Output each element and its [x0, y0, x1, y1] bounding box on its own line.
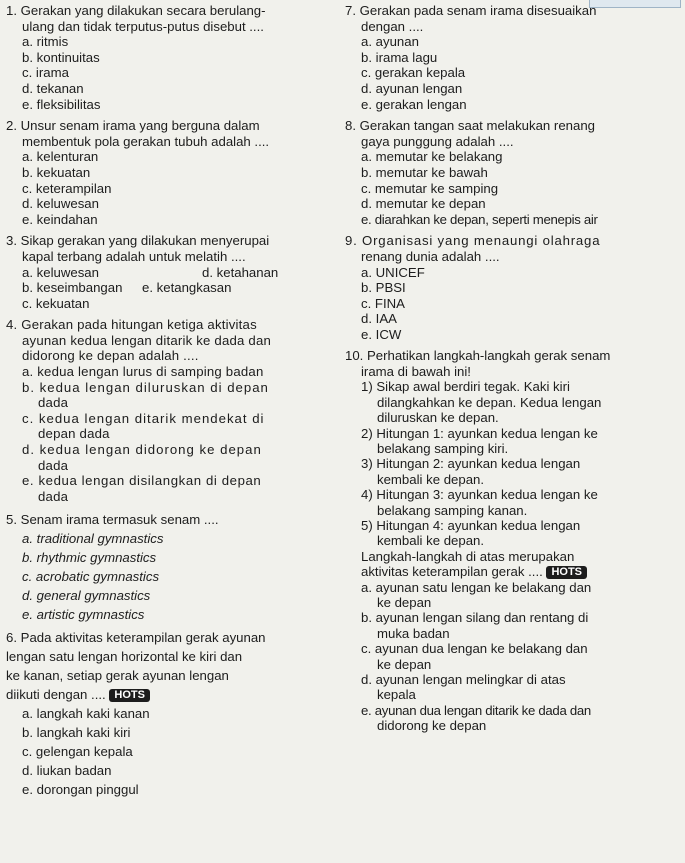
question-stem: dengan ....: [361, 18, 424, 34]
option[interactable]: d. ayunan lengan melingkar di atas: [361, 672, 566, 687]
step: 5) Hitungan 4: ayunkan kedua lengan: [361, 517, 581, 533]
question-6: [6, 628, 341, 799]
option[interactable]: c. FINA: [361, 295, 405, 311]
option[interactable]: a. ayunan satu lengan ke belakang dan: [361, 579, 592, 595]
option[interactable]: c. acrobatic gymnastics: [22, 569, 160, 585]
question-stem: 6. Pada aktivitas keterampilan gerak ayunan: [6, 630, 266, 646]
question-stem: ulang dan tidak terputus-putus disebut ....: [22, 18, 264, 34]
option[interactable]: a. kelenturan: [22, 149, 99, 165]
option[interactable]: d. liukan badan: [22, 763, 112, 779]
question-stem: 10. Perhatikan langkah-langkah gerak senam: [345, 348, 611, 364]
question-stem: 1. Gerakan yang dilakukan secara berulang-: [6, 3, 266, 18]
step: diluruskan ke depan.: [377, 410, 499, 426]
option[interactable]: d. tekanan: [22, 80, 84, 96]
option[interactable]: d. ketahanan: [202, 264, 279, 280]
option-continued: kepala: [377, 687, 416, 703]
option[interactable]: e. fleksibilitas: [22, 96, 101, 112]
option[interactable]: d. IAA: [361, 311, 397, 327]
option[interactable]: b. PBSI: [361, 280, 406, 296]
question-stem: kapal terbang adalah untuk melatih ....: [22, 248, 246, 264]
option[interactable]: d. general gymnastics: [22, 588, 151, 604]
question-2: [6, 118, 341, 227]
option[interactable]: d. memutar ke depan: [361, 196, 486, 212]
option[interactable]: b. langkah kaki kiri: [22, 725, 131, 741]
question-stem: 4. Gerakan pada hitungan ketiga aktivitas: [6, 317, 257, 333]
question-stem: ke kanan, setiap gerak ayunan lengan: [6, 668, 229, 684]
step: kembali ke depan.: [377, 533, 485, 549]
option-continued: dada: [38, 488, 69, 504]
step: belakang samping kanan.: [377, 502, 528, 518]
option[interactable]: a. UNICEF: [361, 264, 425, 280]
step: belakang samping kiri.: [377, 440, 509, 456]
question-stem: gaya punggung adalah ....: [361, 133, 514, 149]
option[interactable]: e. ketangkasan: [142, 280, 232, 296]
conclusion-last: [345, 564, 681, 579]
question-stem-last: [6, 685, 341, 704]
option[interactable]: e. diarahkan ke depan, seperti menepis air: [361, 211, 598, 227]
option[interactable]: c. keterampilan: [22, 180, 112, 196]
option[interactable]: e. gerakan lengan: [361, 96, 467, 112]
option[interactable]: c. irama: [22, 65, 69, 81]
step: kembali ke depan.: [377, 471, 485, 487]
option-continued: ke depan: [377, 594, 432, 610]
left-column: [6, 3, 341, 799]
right-column: [345, 3, 681, 734]
option[interactable]: b. keseimbangan: [22, 280, 123, 296]
option[interactable]: e. dorongan pinggul: [22, 782, 139, 798]
option[interactable]: b. kekuatan: [22, 164, 91, 180]
question-stem: 9. Organisasi yang menaungi olahraga: [345, 233, 601, 249]
option[interactable]: e. ayunan dua lengan ditarik ke dada dan: [361, 702, 591, 718]
hots-badge: HOTS: [109, 689, 150, 702]
option-continued: depan dada: [38, 426, 110, 442]
question-stem: irama di bawah ini!: [361, 363, 471, 379]
question-stem: 7. Gerakan pada senam irama disesuaikan: [345, 3, 597, 18]
question-stem: renang dunia adalah ....: [361, 248, 500, 264]
conclusion: Langkah-langkah di atas merupakan: [361, 548, 575, 564]
option[interactable]: a. memutar ke belakang: [361, 149, 503, 165]
option[interactable]: b. ayunan lengan silang dan rentang di: [361, 610, 589, 626]
question-stem: 3. Sikap gerakan yang dilakukan menyerupai: [6, 233, 270, 249]
question-stem: diikuti dengan ....: [6, 687, 106, 703]
question-stem: lengan satu lengan horizontal ke kiri dan: [6, 649, 243, 665]
hots-badge: HOTS: [546, 566, 587, 579]
option-continued: dada: [38, 395, 69, 411]
question-stem: membentuk pola gerakan tubuh adalah ....: [22, 133, 270, 149]
question-stem: 2. Unsur senam irama yang berguna dalam: [6, 118, 260, 134]
question-stem: ayunan kedua lengan ditarik ke dada dan: [22, 332, 272, 348]
step: 3) Hitungan 2: ayunkan kedua lengan: [361, 456, 581, 472]
question-3: [6, 233, 341, 311]
question-7: [345, 3, 681, 112]
option[interactable]: e. keindahan: [22, 211, 98, 227]
option[interactable]: a. ayunan: [361, 34, 419, 50]
question-4: [6, 317, 341, 504]
option[interactable]: c. memutar ke samping: [361, 180, 499, 196]
question-stem: didorong ke depan adalah ....: [22, 348, 199, 364]
step: 2) Hitungan 1: ayunkan kedua lengan ke: [361, 425, 598, 441]
option[interactable]: d. kedua lengan didorong ke depan: [22, 442, 262, 458]
question-9: [345, 233, 681, 342]
option-continued: dada: [38, 457, 69, 473]
option[interactable]: a. traditional gymnastics: [22, 531, 164, 547]
option[interactable]: d. keluwesan: [22, 196, 99, 212]
option[interactable]: a. langkah kaki kanan: [22, 706, 150, 722]
option[interactable]: c. kedua lengan ditarik mendekat di: [22, 410, 265, 426]
option[interactable]: a. keluwesan: [22, 264, 99, 280]
option[interactable]: c. gelengan kepala: [22, 744, 133, 760]
option[interactable]: b. kedua lengan diluruskan di depan: [22, 379, 269, 395]
option-continued: ke depan: [377, 656, 432, 672]
step: 4) Hitungan 3: ayunkan kedua lengan ke: [361, 487, 598, 503]
step: 1) Sikap awal berdiri tegak. Kaki kiri: [361, 379, 570, 395]
option[interactable]: e. artistic gymnastics: [22, 607, 145, 623]
option[interactable]: b. kontinuitas: [22, 49, 100, 65]
question-8: [345, 118, 681, 227]
option[interactable]: b. memutar ke bawah: [361, 164, 488, 180]
option[interactable]: c. kekuatan: [22, 295, 90, 311]
option[interactable]: c. ayunan dua lengan ke belakang dan: [361, 641, 588, 657]
option[interactable]: a. kedua lengan lurus di samping badan: [22, 364, 264, 380]
question-stem: 8. Gerakan tangan saat melakukan renang: [345, 118, 595, 134]
option[interactable]: d. ayunan lengan: [361, 80, 463, 96]
option[interactable]: e. ICW: [361, 326, 402, 342]
option-continued: muka badan: [377, 625, 450, 641]
option[interactable]: e. kedua lengan disilangkan di depan: [22, 473, 262, 489]
conclusion: aktivitas keterampilan gerak ....: [361, 564, 543, 580]
option[interactable]: c. gerakan kepala: [361, 65, 466, 81]
option[interactable]: a. ritmis: [22, 34, 69, 50]
option[interactable]: b. irama lagu: [361, 49, 438, 65]
question-5: [6, 510, 341, 624]
question-10: [345, 348, 681, 733]
question-1: [6, 3, 341, 112]
question-stem: 5. Senam irama termasuk senam ....: [6, 512, 219, 528]
option[interactable]: b. rhythmic gymnastics: [22, 550, 157, 566]
step: dilangkahkan ke depan. Kedua lengan: [377, 394, 602, 410]
option-continued: didorong ke depan: [377, 718, 487, 734]
